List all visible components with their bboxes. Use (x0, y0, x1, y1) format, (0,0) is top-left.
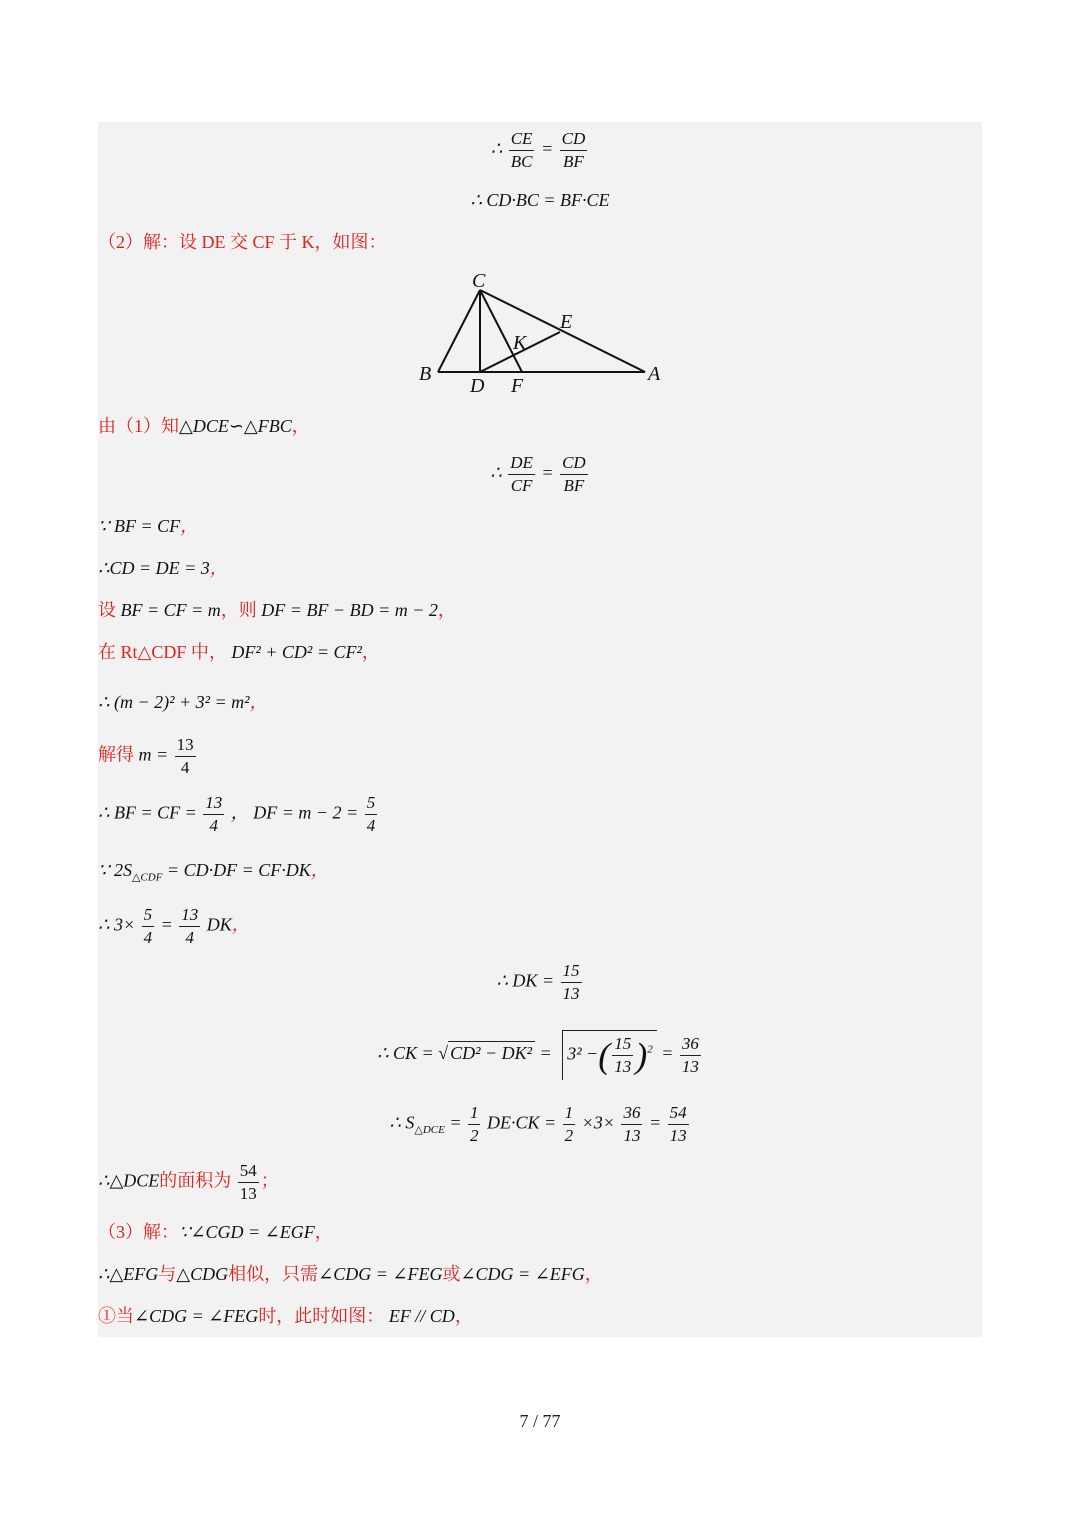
fraction-dk: $\frac{15}{13}$ (562, 961, 580, 1003)
label-a: A (648, 363, 661, 385)
label-c: C (472, 270, 486, 292)
fraction-inner: $\frac{15}{13}$ (614, 1034, 632, 1076)
fraction-cd-bf-2: $\frac{CD}{BF}$ (562, 453, 586, 495)
area-calc-line: ∴ $S_{\triangle DCE}$ = $\frac{1}{2}$ DE·CK = $\frac{1}{2}$ ×3× $\frac{36}{13}$ = $\frac{54}{13}$ (389, 1103, 687, 1145)
fraction-de-cf: $\frac{DE}{CF}$ (510, 453, 533, 495)
label-d: D (470, 375, 485, 397)
fraction-half-1: $\frac{1}{2}$ (469, 1103, 479, 1145)
product-line: ∴ CD·BC = BF·CE (470, 190, 610, 210)
segment-bc (438, 290, 480, 372)
triangle-figure (410, 262, 670, 397)
fraction-ck: $\frac{36}{13}$ (681, 1033, 699, 1076)
part3-heading: （3）解：∵∠CGD = ∠EGF， (98, 1222, 333, 1242)
ck-value-line: ∴ CK = √ CD² − DK² = 3² −( $\frac{15}{13}$ )$^2$ = $\frac{36}{13}$ (0, 1030, 1080, 1080)
equation-line: ∴ (m − 2)² + 3² = m²， (98, 692, 268, 712)
label-f: F (511, 375, 524, 397)
label-e: E (560, 311, 573, 333)
fraction-bf-value: $\frac{13}{4}$ (205, 793, 223, 835)
similarity-condition-line: ∴△EFG与△CDG相似，只需∠CDG = ∠FEG或∠CDG = ∠EFG， (98, 1264, 603, 1284)
fraction-36-13: $\frac{36}{13}$ (623, 1103, 641, 1145)
fraction-area: $\frac{54}{13}$ (239, 1161, 257, 1203)
fraction-five-fourths: $\frac{5}{4}$ (143, 905, 153, 947)
dk-value-line: ∴ DK = $\frac{15}{13}$ (496, 961, 580, 1003)
label-k: K (513, 332, 527, 354)
solve-m-line: 解得 m = $\frac{13}{4}$ (98, 735, 194, 777)
label-b: B (419, 363, 432, 385)
page-number: 7 / 77 (519, 1411, 561, 1431)
bf-cf-line: ∵ BF = CF， (98, 516, 199, 536)
case-one-line: ①当∠CDG = ∠FEG时，此时如图： EF // CD， (98, 1306, 473, 1326)
similar-line: 由（1）知△DCE∽△FBC， (98, 416, 310, 436)
therefore-symbol: ∴ (490, 138, 503, 159)
part2-heading: （2）解：设 DE 交 CF 于 K，如图： (98, 232, 387, 252)
fraction-cd-bf: $\frac{CD}{BF}$ (561, 129, 586, 171)
segment-cf (480, 290, 522, 372)
let-m-line: 设 BF = CF = m，则 DF = BF − BD = m − 2， (98, 600, 456, 620)
ratio-line-1: ∴ $\frac{CE}{BC}$ = $\frac{CD}{BF}$ (490, 129, 586, 171)
area-relation-line: ∵ $2S_{\triangle CDF} = CD\cdot DF = CF\cdot DK$， (98, 860, 329, 884)
nested-root: 3² −( $\frac{15}{13}$ )$^2$ (562, 1030, 657, 1080)
dk-equation-line: ∴ 3× $\frac{5}{4}$ = $\frac{13}{4}$ DK， (98, 905, 250, 947)
cd-de-line: ∴CD = DE = 3， (98, 558, 228, 578)
fraction-df-value: $\frac{5}{4}$ (366, 793, 376, 835)
bf-df-values-line: ∴ BF = CF = $\frac{13}{4}$ ， DF = m − 2 = $\frac{5}{4}$ (98, 793, 376, 835)
area-result-line: ∴△DCE的面积为 $\frac{54}{13}$ ； (98, 1161, 279, 1203)
fraction-54-13: $\frac{54}{13}$ (669, 1103, 687, 1145)
pythagoras-line: 在 Rt△CDF 中， DF² + CD² = CF²， (98, 642, 380, 662)
fraction-half-2: $\frac{1}{2}$ (564, 1103, 574, 1145)
fraction-ce-bc: $\frac{CE}{BC}$ (510, 129, 533, 171)
fraction-m-value: $\frac{13}{4}$ (176, 735, 194, 777)
fraction-thirteen-fourths: $\frac{13}{4}$ (181, 905, 199, 947)
ratio-line-2: ∴ $\frac{DE}{CF}$ = $\frac{CD}{BF}$ (490, 453, 586, 495)
